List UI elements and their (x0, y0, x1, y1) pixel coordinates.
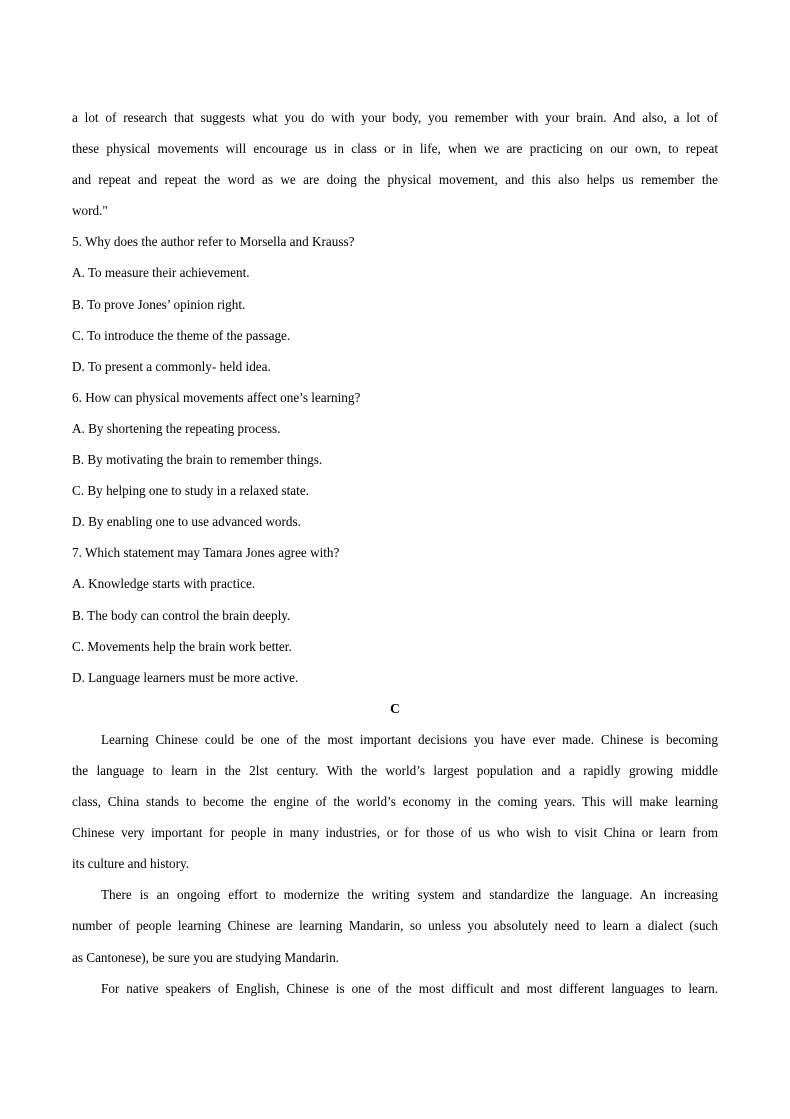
answer-option: B. The body can control the brain deeply. (72, 607, 291, 623)
answer-option: D. By enabling one to use advanced words. (72, 514, 301, 530)
section-c-paragraph-3 (72, 973, 718, 1004)
passage-line: word." (72, 203, 108, 219)
question-7 (72, 537, 718, 692)
question-stem: 6. How can physical movements affect one’s learning? (72, 389, 361, 405)
answer-option: D. Language learners must be more active. (72, 669, 299, 685)
answer-option: D. To present a commonly- held idea. (72, 358, 271, 374)
answer-option: A. To measure their achievement. (72, 265, 250, 281)
question-5 (72, 226, 718, 381)
paragraph-line: There is an ongoing effort to modernize the writing system and standardize the language. An increasing (101, 887, 718, 903)
answer-option: C. By helping one to study in a relaxed state. (72, 483, 309, 499)
section-c-paragraph-1 (72, 724, 718, 879)
section-heading: C (390, 700, 400, 716)
answer-option: C. Movements help the brain work better. (72, 638, 292, 654)
passage-line: these physical movements will encourage us in class or in life, when we are practicing on our own, to repeat (72, 141, 718, 157)
question-stem: 5. Why does the author refer to Morsella and Krauss? (72, 234, 355, 250)
paragraph-line: Chinese very important for people in many industries, or for those of us who wish to visit China or learn from (72, 825, 718, 841)
paragraph-line: the language to learn in the 2lst century. With the world’s largest population and a rapidly growing middle (72, 762, 718, 778)
paragraph-line: Learning Chinese could be one of the most important decisions you have ever made. Chinese is becoming (101, 731, 718, 747)
document-page (72, 102, 718, 1004)
passage-line: a lot of research that suggests what you do with your body, you remember with your brain. And also, a lot of (72, 110, 718, 125)
answer-option: B. By motivating the brain to remember things. (72, 452, 323, 468)
answer-option: A. Knowledge starts with practice. (72, 576, 256, 592)
question-stem: 7. Which statement may Tamara Jones agree with? (72, 545, 340, 561)
passage-line: and repeat and repeat the word as we are doing the physical movement, and this also helps us remember the (72, 172, 718, 188)
paragraph-line: For native speakers of English, Chinese is one of the most difficult and most different languages to learn. (101, 980, 718, 996)
question-6 (72, 382, 718, 537)
answer-option: C. To introduce the theme of the passage. (72, 327, 291, 343)
paragraph-line: class, China stands to become the engine of the world’s economy in the coming years. This will make learning (72, 794, 718, 810)
paragraph-line: its culture and history. (72, 856, 190, 872)
paragraph-line: as Cantonese), be sure you are studying Mandarin. (72, 949, 339, 965)
answer-option: B. To prove Jones’ opinion right. (72, 296, 246, 312)
paragraph-line: number of people learning Chinese are learning Mandarin, so unless you absolutely need to learn a dialect (such (72, 918, 718, 934)
passage-b-continuation (72, 102, 718, 226)
section-c-paragraph-2 (72, 879, 718, 972)
answer-option: A. By shortening the repeating process. (72, 420, 281, 436)
